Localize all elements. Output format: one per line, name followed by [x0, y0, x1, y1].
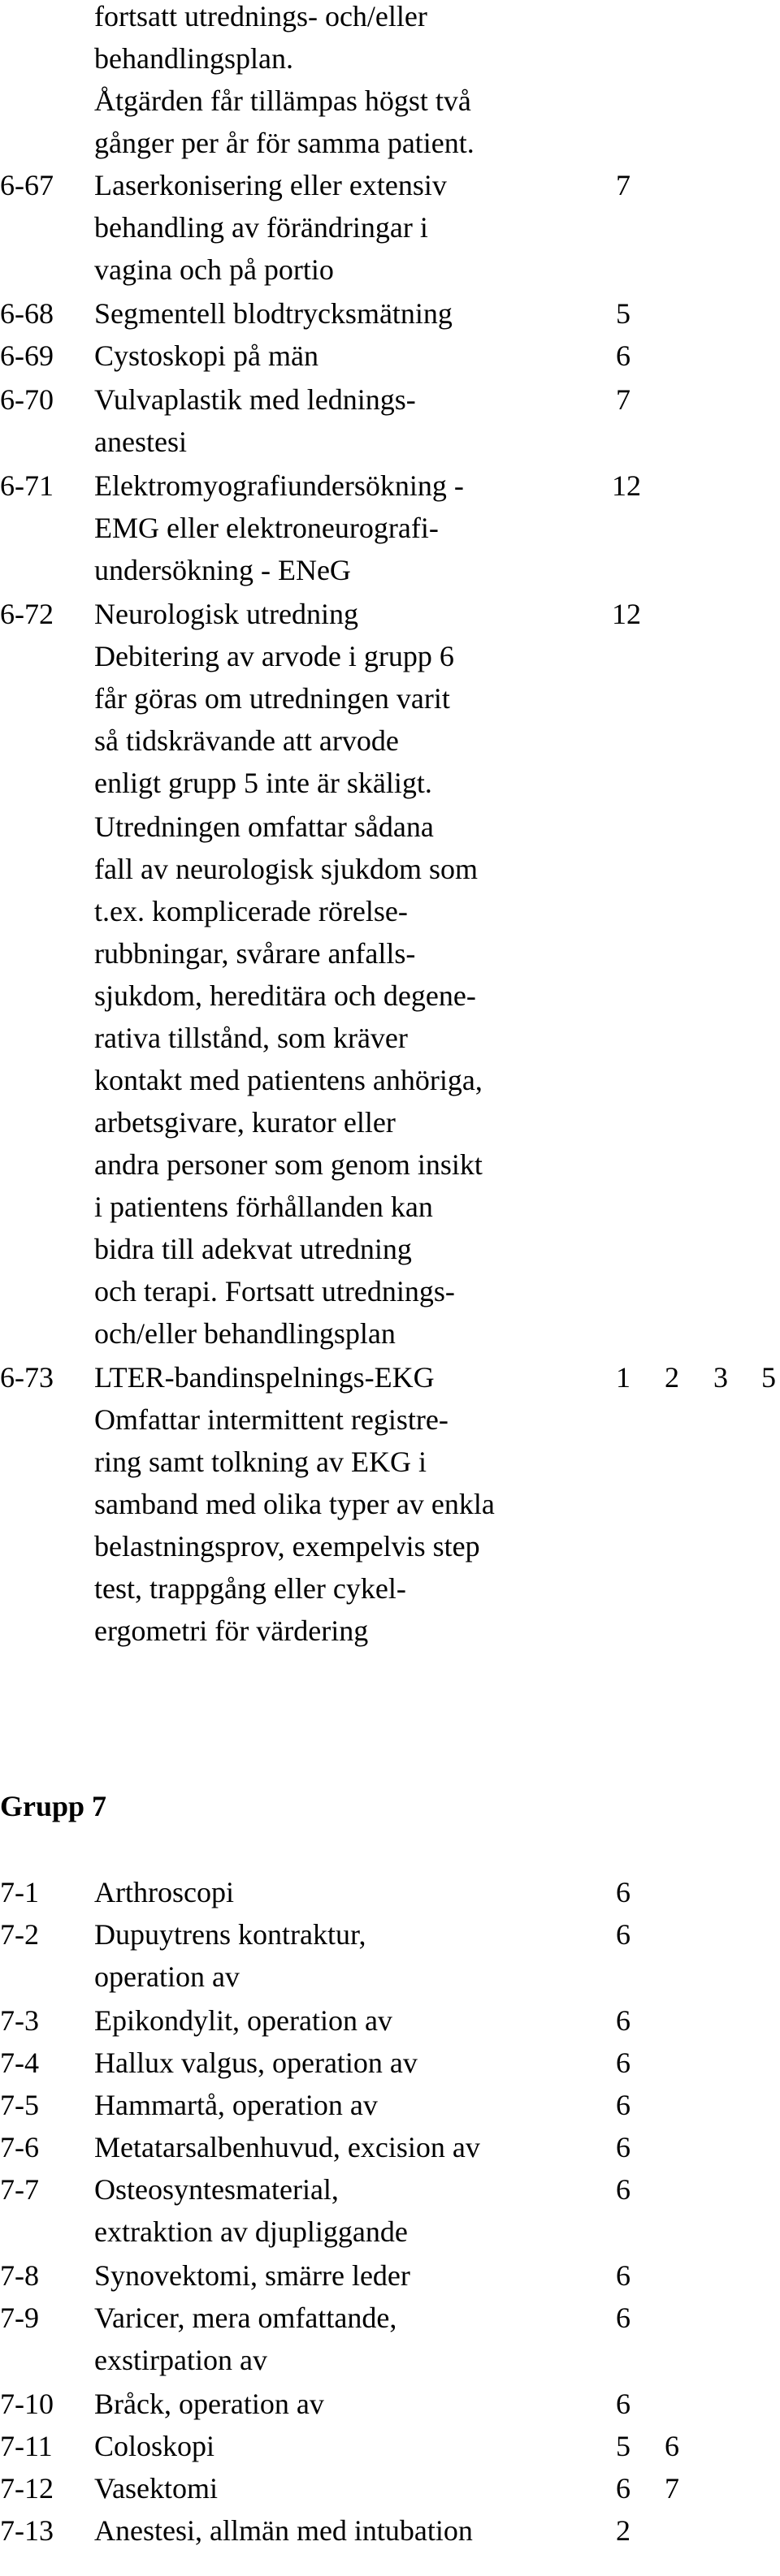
row-description: Arthroscopi — [94, 1876, 234, 1908]
continuation-line: gånger per år för samma patient. — [94, 127, 474, 159]
row-description: får göras om utredningen varit — [94, 682, 450, 715]
row-code: 7-7 — [0, 2173, 39, 2206]
row-description: Cystoskopi på män — [94, 339, 318, 372]
row-description: anestesi — [94, 426, 187, 458]
row-description: rubbningar, svårare anfalls- — [94, 937, 416, 970]
row-code: 6-68 — [0, 297, 54, 330]
row-group: 6 — [616, 2004, 630, 2037]
row-group: 2 — [616, 2514, 630, 2547]
row-description: fall av neurologisk sjukdom som — [94, 853, 478, 885]
row-description: Debitering av arvode i grupp 6 — [94, 640, 454, 672]
row-description: EMG eller elektroneurografi- — [94, 512, 439, 544]
row-description: Vasektomi — [94, 2472, 218, 2505]
row-description: undersökning - ENeG — [94, 554, 351, 586]
row-code: 7-5 — [0, 2089, 39, 2121]
row-description: ergometri för värdering — [94, 1614, 369, 1647]
row-description: Bråck, operation av — [94, 2388, 324, 2420]
row-description: Laserkonisering eller extensiv — [94, 169, 447, 201]
row-group: 7 — [616, 169, 630, 201]
row-code: 7-13 — [0, 2514, 54, 2547]
row-description: exstirpation av — [94, 2344, 267, 2376]
row-description: Coloskopi — [94, 2430, 215, 2462]
row-description: extraktion av djupliggande — [94, 2215, 408, 2248]
row-description: Omfattar intermittent registre- — [94, 1403, 448, 1436]
row-code: 6-73 — [0, 1361, 54, 1394]
row-description: Synovektomi, smärre leder — [94, 2259, 410, 2292]
row-group: 2 — [665, 1361, 679, 1394]
row-group: 12 — [612, 469, 641, 502]
row-description: Utredningen omfattar sådana — [94, 810, 434, 843]
row-code: 6-71 — [0, 469, 54, 502]
row-group: 6 — [616, 1876, 630, 1908]
row-group: 6 — [616, 2302, 630, 2334]
row-description: andra personer som genom insikt — [94, 1148, 483, 1181]
row-code: 7-8 — [0, 2259, 39, 2292]
row-description: Segmentell blodtrycksmätning — [94, 297, 453, 330]
row-description: Vulvaplastik med lednings- — [94, 383, 416, 416]
row-group: 5 — [761, 1361, 776, 1394]
row-group: 6 — [616, 2047, 630, 2079]
row-code: 7-3 — [0, 2004, 39, 2037]
row-description: Dupuytrens kontraktur, — [94, 1918, 366, 1951]
row-description: i patientens förhållanden kan — [94, 1191, 433, 1223]
continuation-line: Åtgärden får tillämpas högst två — [94, 84, 471, 117]
row-group: 6 — [616, 339, 630, 372]
row-code: 7-4 — [0, 2047, 39, 2079]
row-description: Hammartå, operation av — [94, 2089, 378, 2121]
row-description: operation av — [94, 1960, 240, 1993]
row-group: 6 — [616, 2472, 630, 2505]
row-group: 6 — [616, 2131, 630, 2163]
row-group: 6 — [616, 1918, 630, 1951]
row-description: Anestesi, allmän med intubation — [94, 2514, 473, 2547]
row-description: Osteosyntesmaterial, — [94, 2173, 339, 2206]
row-description: och terapi. Fortsatt utrednings- — [94, 1275, 455, 1307]
row-code: 6-72 — [0, 598, 54, 630]
row-description: så tidskrävande att arvode — [94, 724, 399, 757]
row-code: 7-12 — [0, 2472, 54, 2505]
continuation-line: behandlingsplan. — [94, 42, 293, 75]
row-code: 7-9 — [0, 2302, 39, 2334]
row-code: 7-1 — [0, 1876, 39, 1908]
row-description: Hallux valgus, operation av — [94, 2047, 418, 2079]
row-description: sjukdom, hereditära och degene- — [94, 979, 476, 1012]
row-group: 6 — [665, 2430, 679, 2462]
continuation-line: fortsatt utrednings- och/eller — [94, 0, 427, 32]
row-code: 7-11 — [0, 2430, 53, 2462]
section-heading: Grupp 7 — [0, 1790, 107, 1822]
row-description: bidra till adekvat utredning — [94, 1233, 412, 1265]
row-group: 3 — [713, 1361, 728, 1394]
row-description: och/eller behandlingsplan — [94, 1317, 396, 1350]
row-code: 6-69 — [0, 339, 54, 372]
row-description: test, trappgång eller cykel- — [94, 1572, 406, 1605]
row-code: 6-70 — [0, 383, 54, 416]
row-code: 7-6 — [0, 2131, 39, 2163]
row-group: 12 — [612, 598, 641, 630]
row-group: 5 — [616, 2430, 630, 2462]
row-group: 7 — [665, 2472, 679, 2505]
row-description: Metatarsalbenhuvud, excision av — [94, 2131, 480, 2163]
row-description: rativa tillstånd, som kräver — [94, 1022, 408, 1054]
row-group: 6 — [616, 2259, 630, 2292]
row-description: Epikondylit, operation av — [94, 2004, 392, 2037]
row-group: 1 — [616, 1361, 630, 1394]
row-description: Varicer, mera omfattande, — [94, 2302, 397, 2334]
row-description: belastningsprov, exempelvis step — [94, 1530, 480, 1562]
row-description: Elektromyografiundersökning - — [94, 469, 464, 502]
row-description: ring samt tolkning av EKG i — [94, 1446, 427, 1478]
row-description: kontakt med patientens anhöriga, — [94, 1064, 483, 1096]
row-description: behandling av förändringar i — [94, 211, 428, 244]
row-group: 6 — [616, 2173, 630, 2206]
row-description: Neurologisk utredning — [94, 598, 358, 630]
row-code: 7-2 — [0, 1918, 39, 1951]
row-description: enligt grupp 5 inte är skäligt. — [94, 767, 432, 799]
row-code: 7-10 — [0, 2388, 54, 2420]
row-group: 5 — [616, 297, 630, 330]
row-group: 7 — [616, 383, 630, 416]
row-description: vagina och på portio — [94, 253, 334, 286]
row-code: 6-67 — [0, 169, 54, 201]
row-description: LTER-bandinspelnings-EKG — [94, 1361, 435, 1394]
row-description: arbetsgivare, kurator eller — [94, 1106, 396, 1139]
row-group: 6 — [616, 2388, 630, 2420]
row-description: t.ex. komplicerade rörelse- — [94, 895, 408, 927]
row-description: samband med olika typer av enkla — [94, 1488, 495, 1520]
row-group: 6 — [616, 2089, 630, 2121]
